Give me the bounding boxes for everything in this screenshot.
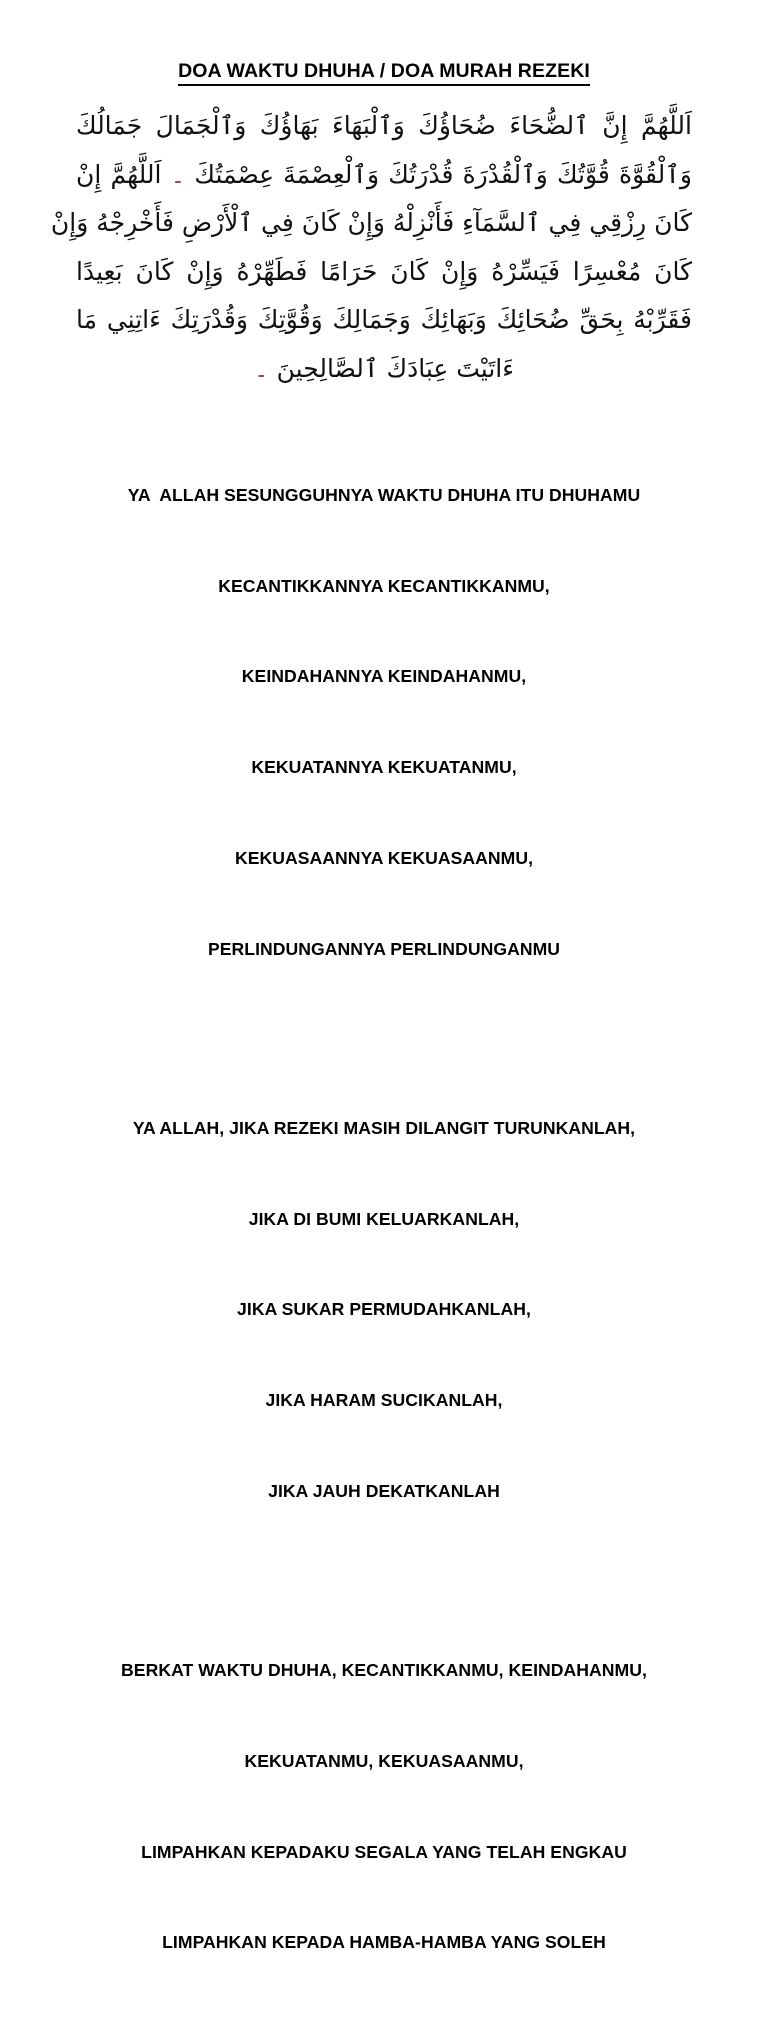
translation-line: YA ALLAH, JIKA REZEKI MASIH DILANGIT TURUNKANLAH, bbox=[132, 1117, 636, 1138]
translation-line: JIKA SUKAR PERMUDAHKANLAH, bbox=[237, 1299, 531, 1320]
translation-line: YA ALLAH SESUNGGUHNYA WAKTU DHUHA ITU DHUHAMU bbox=[127, 484, 641, 505]
arabic-line-1: اَللَّهُمَّ إِنَّ ٱلضُّحَاءَ ضُحَاؤُكَ وَٱلْبَهَاءَ بَهَاؤُكَ وَٱلْجَمَالَ جَمَالُكَ bbox=[76, 111, 692, 141]
translation-paragraph-2 bbox=[62, 1052, 706, 1566]
translation-line: LIMPAHKAN KEPADA HAMBA-HAMBA YANG SOLEH bbox=[162, 1932, 606, 1953]
translation-line: KEKUASAANNYA KEKUASAANMU, bbox=[234, 847, 534, 868]
arabic-line-6: ءَاتَيْتَ عِبَادَكَ ٱلصَّالِحِينَ ۔ bbox=[254, 353, 514, 383]
translation-paragraph-3 bbox=[62, 1595, 706, 2018]
translation-line: KEINDAHANNYA KEINDAHANMU, bbox=[241, 666, 527, 687]
translation-line: KEKUATANMU, KEKUASAANMU, bbox=[244, 1750, 524, 1771]
page-title-text: DOA WAKTU DHUHA / DOA MURAH REZEKI bbox=[178, 60, 590, 86]
translation-line: PERLINDUNGANNYA PERLINDUNGANMU bbox=[207, 938, 561, 959]
translation-line: JIKA DI BUMI KELUARKANLAH, bbox=[248, 1208, 520, 1229]
arabic-full-stop-mark: ۔ bbox=[254, 353, 269, 383]
translation-line: BERKAT WAKTU DHUHA, KECANTIKKANMU, KEINDAHANMU, bbox=[121, 1660, 647, 1681]
arabic-line-5: فَقَرِّبْهُ بِحَقِّ ضُحَائِكَ وَبَهَائِكَ وَجَمَالِكَ وَقُوَّتِكَ وَقُدْرَتِكَ ءَاتِنِي مَا bbox=[76, 305, 692, 335]
arabic-full-stop-mark: ۔ bbox=[170, 159, 186, 189]
translation-line: KECANTIKKANNYA KECANTIKKANMU, bbox=[218, 575, 550, 596]
translation-paragraph-1 bbox=[62, 419, 706, 1024]
translation-line: LIMPAHKAN KEPADAKU SEGALA YANG TELAH ENGKAU bbox=[141, 1841, 627, 1862]
translation-line: JIKA JAUH DEKATKANLAH bbox=[268, 1480, 500, 1501]
arabic-line-4: كَانَ مُعْسِرًا فَيَسِّرْهُ وَإِنْ كَانَ حَرَامًا فَطَهِّرْهُ وَإِنْ كَانَ بَعِيدًا bbox=[76, 256, 692, 286]
translation-line: JIKA HARAM SUCIKANLAH, bbox=[265, 1390, 503, 1411]
arabic-line-2: وَٱلْقُوَّةَ قُوَّتُكَ وَٱلْقُدْرَةَ قُدْرَتُكَ وَٱلْعِصْمَةَ عِصْمَتُكَ ۔ اَللَّهُمَّ إِنْ bbox=[76, 159, 693, 189]
translation-line: KEKUATANNYA KEKUATANMU, bbox=[251, 757, 517, 778]
page-title bbox=[62, 60, 706, 86]
arabic-line-3: كَانَ رِزْقِي فِي ٱلسَّمَآءِ فَأَنْزِلْهُ وَإِنْ كَانَ فِي ٱلْأَرْضِ فَأَخْرِجْهُ وَإِنْ bbox=[50, 208, 692, 238]
arabic-prayer-block bbox=[50, 102, 706, 393]
translation-block bbox=[62, 419, 706, 2018]
